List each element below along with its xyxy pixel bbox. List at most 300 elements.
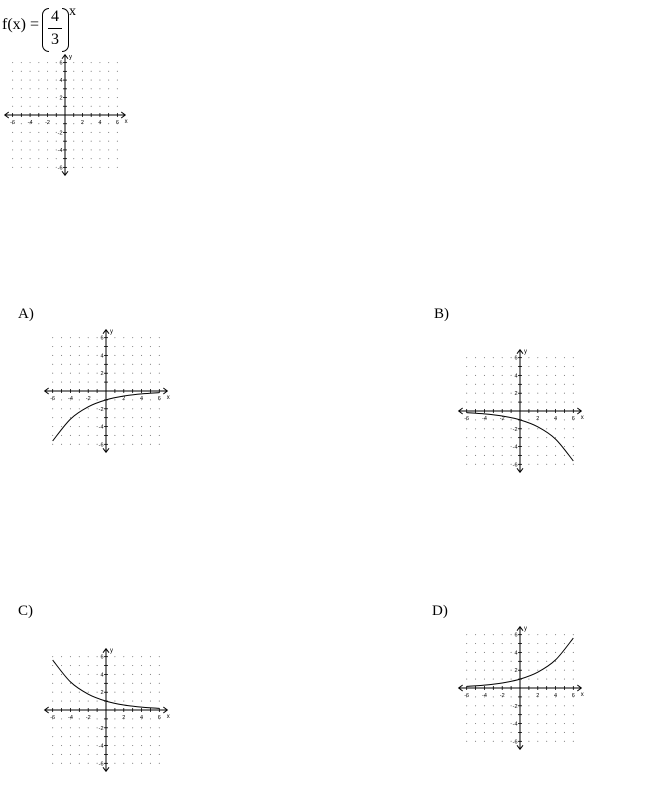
x-tick-label: -2 xyxy=(45,120,50,126)
grid-dot xyxy=(528,670,529,671)
y-tick-label: 4 xyxy=(514,650,518,657)
x-axis-label: x xyxy=(580,692,584,698)
grid-dot xyxy=(502,464,503,465)
grid-dot xyxy=(114,399,115,400)
y-axis-label: y xyxy=(69,54,72,61)
grid-dot xyxy=(88,701,89,702)
grid-dot xyxy=(150,665,151,666)
grid-dot xyxy=(466,446,467,447)
grid-dot xyxy=(493,437,494,438)
grid-dot xyxy=(12,80,13,81)
grid-dot xyxy=(511,661,512,662)
grid-dot xyxy=(546,661,547,662)
grid-dot xyxy=(38,132,39,133)
grid-dot xyxy=(88,355,89,356)
option-d-label[interactable]: D) xyxy=(432,603,448,619)
grid-dot xyxy=(528,419,529,420)
grid-dot xyxy=(475,652,476,653)
grid-dot xyxy=(511,428,512,429)
grid-dot xyxy=(12,158,13,159)
grid-dot xyxy=(564,723,565,724)
grid-dot xyxy=(132,683,133,684)
grid-dot xyxy=(502,375,503,376)
grid-dot xyxy=(141,665,142,666)
grid-dot xyxy=(466,741,467,742)
grid-dot xyxy=(564,357,565,358)
grid-dot xyxy=(61,736,62,737)
option-c-label[interactable]: C) xyxy=(18,603,33,619)
grid-dot xyxy=(52,382,53,383)
fraction-denominator: 3 xyxy=(51,31,59,48)
grid-dot xyxy=(132,373,133,374)
grid-dot xyxy=(114,754,115,755)
grid-dot xyxy=(564,437,565,438)
grid-dot xyxy=(555,366,556,367)
grid-dot xyxy=(56,71,57,72)
grid-dot xyxy=(502,661,503,662)
grid-dot xyxy=(493,643,494,644)
grid-dot xyxy=(82,71,83,72)
grid-dot xyxy=(97,674,98,675)
y-tick-label: -4 xyxy=(98,424,104,431)
grid-dot xyxy=(88,754,89,755)
y-tick-label: -4 xyxy=(57,147,63,154)
grid-dot xyxy=(82,167,83,168)
grid-dot xyxy=(484,679,485,680)
grid-dot xyxy=(564,428,565,429)
grid-dot xyxy=(573,732,574,733)
grid-dot xyxy=(141,692,142,693)
y-tick-label: -6 xyxy=(512,739,518,746)
x-tick-label: -6 xyxy=(10,120,16,126)
grid-dot xyxy=(141,444,142,445)
grid-dot xyxy=(88,408,89,409)
grid-dot xyxy=(123,692,124,693)
grid-dot xyxy=(88,364,89,365)
fraction-bar xyxy=(48,28,62,29)
grid-dot xyxy=(79,718,80,719)
option-a-graph[interactable] xyxy=(41,327,171,455)
grid-dot xyxy=(141,355,142,356)
grid-dot xyxy=(88,444,89,445)
grid-dot xyxy=(91,80,92,81)
grid-dot xyxy=(38,123,39,124)
grid-dot xyxy=(475,714,476,715)
option-b-label[interactable]: B) xyxy=(434,306,449,322)
grid-dot xyxy=(12,97,13,98)
grid-dot xyxy=(79,364,80,365)
grid-dot xyxy=(564,366,565,367)
grid-dot xyxy=(484,437,485,438)
grid-dot xyxy=(475,419,476,420)
grid-dot xyxy=(493,741,494,742)
grid-dot xyxy=(12,149,13,150)
grid-dot xyxy=(117,97,118,98)
grid-dot xyxy=(511,437,512,438)
grid-dot xyxy=(141,736,142,737)
grid-dot xyxy=(47,132,48,133)
grid-dot xyxy=(114,674,115,675)
grid-dot xyxy=(573,643,574,644)
grid-dot xyxy=(70,745,71,746)
grid-dot xyxy=(573,670,574,671)
grid-dot xyxy=(91,106,92,107)
x-tick-label: 4 xyxy=(140,396,144,402)
grid-dot xyxy=(56,123,57,124)
grid-dot xyxy=(466,732,467,733)
grid-dot xyxy=(555,402,556,403)
grid-dot xyxy=(132,727,133,728)
x-tick-label: -4 xyxy=(481,693,487,699)
grid-dot xyxy=(70,701,71,702)
grid-dot xyxy=(511,714,512,715)
grid-dot xyxy=(484,384,485,385)
grid-dot xyxy=(61,417,62,418)
grid-dot xyxy=(484,741,485,742)
grid-dot xyxy=(91,123,92,124)
grid-dot xyxy=(70,382,71,383)
y-tick-label: 2 xyxy=(100,371,104,378)
right-parenthesis xyxy=(62,8,69,52)
grid-dot xyxy=(502,357,503,358)
grid-dot xyxy=(88,736,89,737)
grid-dot xyxy=(21,97,22,98)
grid-dot xyxy=(99,132,100,133)
grid-dot xyxy=(61,426,62,427)
grid-dot xyxy=(123,727,124,728)
grid-dot xyxy=(564,419,565,420)
grid-dot xyxy=(97,701,98,702)
grid-dot xyxy=(573,634,574,635)
grid-dot xyxy=(88,337,89,338)
grid-dot xyxy=(12,106,13,107)
grid-dot xyxy=(573,402,574,403)
grid-dot xyxy=(108,71,109,72)
grid-dot xyxy=(123,408,124,409)
option-a-label[interactable]: A) xyxy=(18,306,34,322)
grid-dot xyxy=(70,355,71,356)
grid-dot xyxy=(141,373,142,374)
grid-dot xyxy=(123,355,124,356)
grid-dot xyxy=(573,652,574,653)
y-tick-label: 2 xyxy=(514,668,518,675)
grid-dot xyxy=(52,417,53,418)
grid-dot xyxy=(573,446,574,447)
grid-dot xyxy=(52,426,53,427)
grid-dot xyxy=(484,723,485,724)
grid-dot xyxy=(564,741,565,742)
grid-dot xyxy=(528,402,529,403)
function-label: f(x) = xyxy=(2,16,40,33)
grid-dot xyxy=(528,714,529,715)
grid-dot xyxy=(564,679,565,680)
grid-dot xyxy=(555,714,556,715)
grid-dot xyxy=(141,754,142,755)
grid-dot xyxy=(70,736,71,737)
grid-dot xyxy=(114,337,115,338)
grid-dot xyxy=(493,705,494,706)
grid-dot xyxy=(38,141,39,142)
grid-dot xyxy=(61,435,62,436)
grid-dot xyxy=(88,674,89,675)
grid-dot xyxy=(61,444,62,445)
fraction xyxy=(48,8,62,49)
grid-dot xyxy=(97,683,98,684)
grid-dot xyxy=(493,384,494,385)
grid-dot xyxy=(47,62,48,63)
grid-dot xyxy=(511,464,512,465)
grid-dot xyxy=(150,346,151,347)
x-tick-label: 6 xyxy=(571,693,575,699)
grid-dot xyxy=(511,634,512,635)
grid-dot xyxy=(159,364,160,365)
grid-dot xyxy=(493,464,494,465)
grid-dot xyxy=(555,741,556,742)
grid-dot xyxy=(475,428,476,429)
x-tick-label: -2 xyxy=(85,396,91,402)
grid-dot xyxy=(123,745,124,746)
grid-dot xyxy=(573,723,574,724)
grid-dot xyxy=(511,366,512,367)
grid-dot xyxy=(511,670,512,671)
grid-dot xyxy=(38,80,39,81)
grid-dot xyxy=(573,393,574,394)
grid-dot xyxy=(141,727,142,728)
grid-dot xyxy=(150,408,151,409)
grid-dot xyxy=(484,455,485,456)
grid-dot xyxy=(56,62,57,63)
grid-dot xyxy=(99,62,100,63)
option-b-graph[interactable] xyxy=(455,347,585,475)
grid-dot xyxy=(555,428,556,429)
grid-dot xyxy=(61,355,62,356)
grid-dot xyxy=(61,674,62,675)
grid-dot xyxy=(88,727,89,728)
grid-dot xyxy=(82,158,83,159)
grid-dot xyxy=(159,373,160,374)
grid-dot xyxy=(537,446,538,447)
x-tick-label: 2 xyxy=(122,715,126,721)
grid-dot xyxy=(97,355,98,356)
x-tick-label: -4 xyxy=(27,120,33,126)
grid-dot xyxy=(511,732,512,733)
grid-dot xyxy=(38,62,39,63)
grid-dot xyxy=(70,692,71,693)
y-axis-label: y xyxy=(524,349,527,356)
grid-dot xyxy=(97,745,98,746)
y-tick-label: 4 xyxy=(100,672,104,679)
grid-dot xyxy=(47,71,48,72)
x-axis-label: x xyxy=(124,119,128,125)
grid-dot xyxy=(79,683,80,684)
grid-dot xyxy=(61,683,62,684)
grid-dot xyxy=(150,355,151,356)
grid-dot xyxy=(546,696,547,697)
grid-dot xyxy=(466,723,467,724)
grid-dot xyxy=(88,382,89,383)
grid-dot xyxy=(537,428,538,429)
grid-dot xyxy=(97,718,98,719)
grid-dot xyxy=(82,132,83,133)
grid-dot xyxy=(475,634,476,635)
grid-dot xyxy=(555,679,556,680)
grid-dot xyxy=(555,670,556,671)
grid-dot xyxy=(70,373,71,374)
grid-dot xyxy=(88,692,89,693)
grid-dot xyxy=(546,741,547,742)
grid-dot xyxy=(528,661,529,662)
x-axis-label: x xyxy=(166,714,170,720)
grid-dot xyxy=(108,123,109,124)
y-tick-label: -6 xyxy=(98,761,104,768)
grid-dot xyxy=(511,446,512,447)
grid-dot xyxy=(88,426,89,427)
grid-dot xyxy=(573,437,574,438)
grid-dot xyxy=(141,346,142,347)
grid-dot xyxy=(555,723,556,724)
grid-dot xyxy=(52,355,53,356)
grid-dot xyxy=(493,357,494,358)
grid-dot xyxy=(47,97,48,98)
grid-dot xyxy=(150,683,151,684)
grid-dot xyxy=(466,437,467,438)
grid-dot xyxy=(52,665,53,666)
grid-dot xyxy=(150,435,151,436)
grid-dot xyxy=(56,158,57,159)
grid-dot xyxy=(466,705,467,706)
grid-dot xyxy=(79,745,80,746)
grid-dot xyxy=(502,741,503,742)
grid-dot xyxy=(61,692,62,693)
grid-dot xyxy=(159,736,160,737)
grid-dot xyxy=(564,393,565,394)
grid-dot xyxy=(546,723,547,724)
option-d-graph[interactable] xyxy=(455,624,585,752)
grid-dot xyxy=(466,393,467,394)
grid-dot xyxy=(493,455,494,456)
grid-dot xyxy=(537,402,538,403)
grid-dot xyxy=(141,683,142,684)
grid-dot xyxy=(159,435,160,436)
grid-dot xyxy=(52,435,53,436)
grid-dot xyxy=(97,373,98,374)
grid-dot xyxy=(132,674,133,675)
grid-dot xyxy=(537,437,538,438)
grid-dot xyxy=(61,665,62,666)
grid-dot xyxy=(511,643,512,644)
grid-dot xyxy=(537,393,538,394)
grid-dot xyxy=(466,464,467,465)
grid-dot xyxy=(12,71,13,72)
grid-dot xyxy=(108,132,109,133)
grid-dot xyxy=(555,643,556,644)
grid-dot xyxy=(73,132,74,133)
grid-dot xyxy=(141,674,142,675)
grid-dot xyxy=(52,373,53,374)
grid-dot xyxy=(141,701,142,702)
grid-dot xyxy=(56,106,57,107)
grid-dot xyxy=(546,428,547,429)
grid-dot xyxy=(79,763,80,764)
grid-dot xyxy=(502,428,503,429)
grid-dot xyxy=(79,417,80,418)
x-tick-label: 2 xyxy=(536,693,540,699)
grid-dot xyxy=(537,643,538,644)
grid-dot xyxy=(528,643,529,644)
grid-dot xyxy=(97,444,98,445)
x-tick-label: 2 xyxy=(536,416,540,422)
grid-dot xyxy=(537,670,538,671)
grid-dot xyxy=(61,727,62,728)
grid-dot xyxy=(141,364,142,365)
grid-dot xyxy=(466,679,467,680)
grid-dot xyxy=(546,419,547,420)
grid-dot xyxy=(52,683,53,684)
grid-dot xyxy=(132,355,133,356)
grid-dot xyxy=(73,88,74,89)
y-tick-label: 6 xyxy=(514,632,518,639)
grid-dot xyxy=(132,745,133,746)
grid-dot xyxy=(466,652,467,653)
grid-dot xyxy=(30,158,31,159)
grid-dot xyxy=(73,62,74,63)
grid-dot xyxy=(91,62,92,63)
grid-dot xyxy=(91,71,92,72)
grid-dot xyxy=(537,714,538,715)
grid-dot xyxy=(114,355,115,356)
grid-dot xyxy=(79,382,80,383)
grid-dot xyxy=(493,634,494,635)
grid-dot xyxy=(132,656,133,657)
y-tick-label: 2 xyxy=(514,391,518,398)
grid-dot xyxy=(117,80,118,81)
grid-dot xyxy=(475,384,476,385)
grid-dot xyxy=(546,446,547,447)
grid-dot xyxy=(150,736,151,737)
grid-dot xyxy=(38,106,39,107)
grid-dot xyxy=(12,141,13,142)
x-tick-label: 4 xyxy=(98,120,102,126)
grid-dot xyxy=(56,88,57,89)
grid-dot xyxy=(511,419,512,420)
grid-dot xyxy=(117,71,118,72)
grid-dot xyxy=(123,701,124,702)
grid-dot xyxy=(564,634,565,635)
grid-dot xyxy=(114,727,115,728)
y-tick-label: -6 xyxy=(98,442,104,449)
grid-dot xyxy=(52,444,53,445)
grid-dot xyxy=(528,357,529,358)
grid-dot xyxy=(114,426,115,427)
exponent: x xyxy=(69,4,76,19)
y-tick-label: 2 xyxy=(59,95,63,102)
grid-dot xyxy=(573,455,574,456)
grid-dot xyxy=(475,679,476,680)
grid-dot xyxy=(555,393,556,394)
grid-dot xyxy=(493,661,494,662)
option-c-graph[interactable] xyxy=(41,646,171,774)
grid-dot xyxy=(73,80,74,81)
grid-dot xyxy=(70,665,71,666)
grid-dot xyxy=(82,141,83,142)
grid-dot xyxy=(61,701,62,702)
grid-dot xyxy=(141,656,142,657)
grid-dot xyxy=(484,464,485,465)
grid-dot xyxy=(97,754,98,755)
grid-dot xyxy=(159,683,160,684)
grid-dot xyxy=(141,745,142,746)
grid-dot xyxy=(117,149,118,150)
